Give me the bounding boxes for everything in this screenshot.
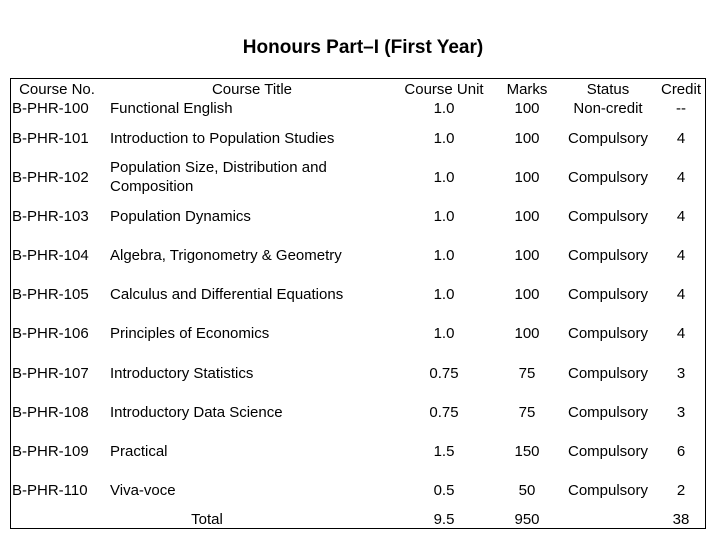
course-title: Introductory Statistics [110, 365, 254, 382]
course-unit: 1.0 [433, 130, 455, 147]
course-no: B-PHR-104 [12, 247, 89, 264]
course-marks: 75 [518, 365, 536, 382]
course-credit: 4 [676, 130, 686, 147]
course-no: B-PHR-106 [12, 325, 89, 342]
course-title: Introductory Data Science [110, 404, 283, 421]
header-credit: Credit [660, 81, 701, 98]
course-unit: 1.0 [433, 208, 455, 225]
course-title: Practical [110, 443, 168, 460]
course-title: Algebra, Trigonometry & Geometry [110, 247, 342, 264]
header-course-unit: Course Unit [404, 81, 484, 98]
course-marks: 50 [518, 482, 536, 499]
course-marks: 75 [518, 404, 536, 421]
course-credit: 4 [676, 325, 686, 342]
course-credit: 4 [676, 208, 686, 225]
course-title: Principles of Economics [110, 325, 270, 342]
course-status: Compulsory [567, 286, 649, 303]
course-status: Compulsory [567, 325, 649, 342]
course-marks: 100 [514, 247, 540, 264]
course-no: B-PHR-107 [12, 365, 89, 382]
course-no: B-PHR-109 [12, 443, 89, 460]
course-marks: 100 [514, 208, 540, 225]
course-status: Compulsory [567, 169, 649, 186]
course-credit: 2 [676, 482, 686, 499]
course-title: Viva-voce [110, 482, 176, 499]
course-unit: 1.0 [433, 286, 455, 303]
course-status: Compulsory [567, 404, 649, 421]
course-no: B-PHR-100 [12, 100, 89, 117]
course-credit: 4 [676, 286, 686, 303]
total-unit: 9.5 [433, 511, 455, 528]
course-marks: 100 [514, 325, 540, 342]
course-no: B-PHR-105 [12, 286, 89, 303]
header-course-title: Course Title [211, 81, 293, 98]
header-status: Status [586, 81, 630, 98]
course-no: B-PHR-103 [12, 208, 89, 225]
course-title: Calculus and Differential Equations [110, 286, 344, 303]
course-marks: 100 [514, 130, 540, 147]
course-unit: 1.0 [433, 169, 455, 186]
course-title: Population Dynamics [110, 208, 251, 225]
course-unit: 0.75 [429, 365, 459, 382]
total-marks: 950 [514, 511, 540, 528]
course-title: Population Size, Distribution and [110, 159, 327, 176]
course-marks: 100 [514, 100, 540, 117]
course-credit: 3 [676, 365, 686, 382]
course-status: Compulsory [567, 365, 649, 382]
course-unit: 1.0 [433, 100, 455, 117]
course-no: B-PHR-102 [12, 169, 89, 186]
page-title: Honours Part–I (First Year) [242, 37, 484, 58]
course-credit: -- [676, 100, 686, 117]
course-status: Compulsory [567, 130, 649, 147]
course-unit: 0.5 [433, 482, 455, 499]
total-credit: 38 [672, 511, 690, 528]
course-status: Compulsory [567, 443, 649, 460]
course-marks: 100 [514, 286, 540, 303]
course-status: Compulsory [567, 208, 649, 225]
course-marks: 150 [514, 443, 540, 460]
course-credit: 6 [676, 443, 686, 460]
course-table [10, 78, 706, 529]
course-title: Introduction to Population Studies [110, 130, 335, 147]
course-credit: 4 [676, 169, 686, 186]
course-status: Compulsory [567, 247, 649, 264]
course-unit: 0.75 [429, 404, 459, 421]
course-no: B-PHR-108 [12, 404, 89, 421]
course-status: Compulsory [567, 482, 649, 499]
course-status: Non-credit [573, 100, 643, 117]
course-unit: 1.5 [433, 443, 455, 460]
course-no: B-PHR-110 [12, 482, 88, 499]
total-label: Total [191, 511, 223, 528]
course-credit: 3 [676, 404, 686, 421]
header-marks: Marks [506, 81, 548, 98]
course-title-line2: Composition [110, 178, 194, 195]
course-marks: 100 [514, 169, 540, 186]
course-title: Functional English [110, 100, 233, 117]
header-course-no: Course No. [19, 81, 95, 98]
course-no: B-PHR-101 [12, 130, 89, 147]
course-unit: 1.0 [433, 325, 455, 342]
course-credit: 4 [676, 247, 686, 264]
course-unit: 1.0 [433, 247, 455, 264]
